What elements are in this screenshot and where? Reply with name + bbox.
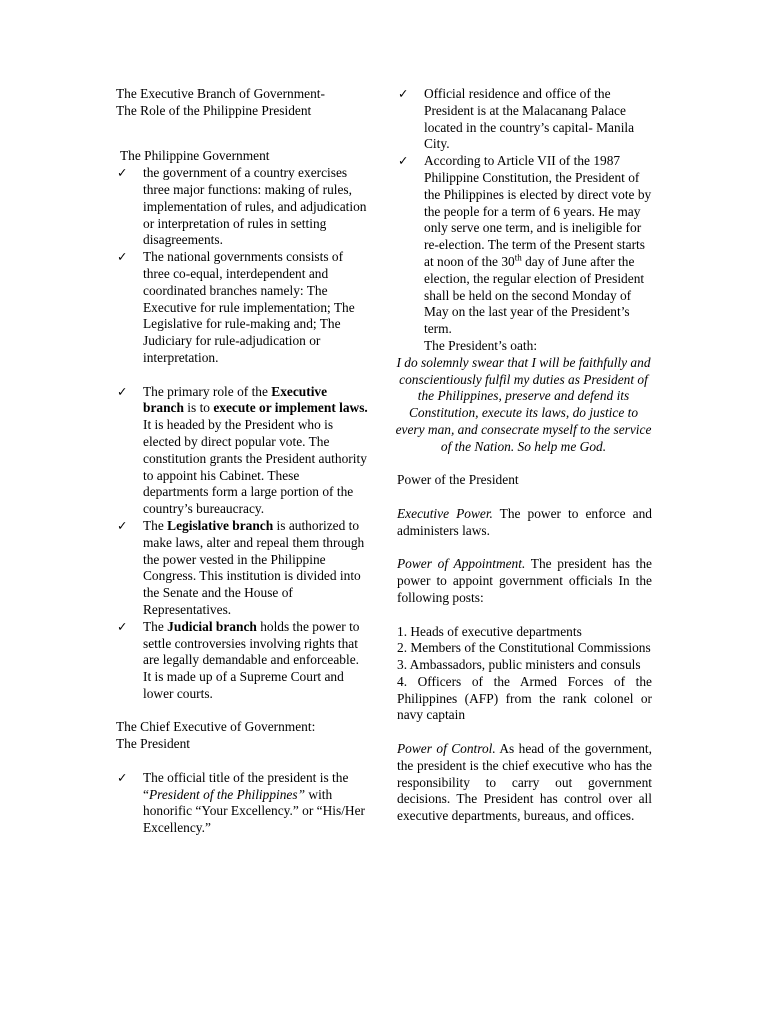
philippine-government-heading: The Philippine Government	[120, 148, 270, 164]
checkmark-icon: ✓	[117, 165, 128, 181]
checkmark-icon: ✓	[117, 517, 128, 533]
document-title-line-2: The Role of the Philippine President	[116, 102, 312, 118]
bullet-text: The Legislative branch is authorized to make laws, alter and repeal them through the power vested in the Philippine Congress. This institution is divided into the Senate and the House of Representatives.	[143, 517, 365, 617]
checkmark-icon: ✓	[117, 618, 128, 634]
left-column	[116, 86, 368, 837]
bullet-text: The national governments consists of three co-equal, interdependent and coordinated branches namely: The Executive for rule implementation; The Legislative for rule-making and; The Judiciary for rule-adjudication or interpretation.	[143, 249, 355, 365]
list-item-official-residence	[397, 86, 652, 153]
checkmark-icon: ✓	[117, 249, 128, 265]
presidential-oath: I do solemnly swear that I will be faithfully and conscientiously fulfil my duties as President of the Philippines, preserve and defend its Constitution, execute its laws, do justice to every man, and consecrate myself to the service of the Nation. So help me God.	[395, 354, 652, 454]
oath-label: The President’s oath:	[424, 337, 538, 353]
bullet-text: The primary role of the Executive branch is to execute or implement laws. It is headed by the President who is elected by direct popular vote. The constitution grants the President authority to appoint his Cabinet. These departments form a large portion of the country’s bureaucracy.	[143, 383, 368, 517]
list-item-legislative-branch	[116, 518, 368, 619]
list-item	[116, 165, 368, 249]
checkmark-icon: ✓	[117, 383, 128, 399]
checkmark-icon: ✓	[117, 769, 128, 785]
powers-heading: Power of the President	[397, 472, 519, 488]
appointment-list-item: 4. Officers of the Armed Forces of the Philippines (AFP) from the rank colonel or navy captain	[397, 673, 652, 723]
list-item-judicial-branch	[116, 619, 368, 703]
control-power-paragraph: Power of Control. As head of the government, the president is the chief executive who has the responsibility to carry out government decisions. The President has control over all executive departments, bureaus, and offices.	[397, 741, 652, 824]
right-column	[397, 86, 652, 825]
list-item-official-title	[116, 770, 368, 837]
bullet-text: the government of a country exercises three major functions: making of rules, implementation of rules, and adjudication or interpretation of rules in setting disagreements.	[143, 165, 367, 248]
executive-power-paragraph: Executive Power. The power to enforce and administers laws.	[397, 505, 652, 538]
appointment-list-item: 1. Heads of executive departments	[397, 623, 582, 639]
appointment-list-item: 2. Members of the Constitutional Commissions	[397, 640, 651, 656]
document-title-line-1: The Executive Branch of Government-	[116, 86, 325, 101]
bullet-text: The Judicial branch holds the power to settle controversies involving rights that are legally demandable and enforceable. It is made up of a Supreme Court and lower courts.	[143, 618, 360, 701]
chief-executive-heading-line-2: The President	[116, 736, 191, 752]
chief-executive-heading-line-1: The Chief Executive of Government:	[116, 719, 316, 735]
checkmark-icon: ✓	[398, 153, 409, 169]
appointment-power-paragraph: Power of Appointment. The president has the power to appoint government officials In the following posts:	[397, 556, 653, 605]
bullet-text: According to Article VII of the 1987 Philippine Constitution, the President of the Philippines is elected by direct vote by the people for a term of 6 years. He may only serve one term, and is ineligible for re-election. The term of the Present starts at noon of the 30th day of June after the election, the regular election of President shall be held on the second Monday of May on the last year of the President’s term.	[424, 153, 652, 337]
bullet-text: The official title of the president is the “President of the Philippines” with honorific “Your Excellency.” or “His/Her Excellency.”	[143, 769, 365, 836]
checkmark-icon: ✓	[398, 86, 409, 101]
bullet-text: Official residence and office of the President is at the Malacanang Palace located in the country’s capital- Manila City.	[424, 86, 635, 152]
list-item-executive-branch	[116, 384, 368, 518]
list-item-article-vii	[397, 153, 652, 355]
appointment-list-item: 3. Ambassadors, public ministers and consuls	[397, 657, 641, 673]
list-item	[116, 249, 368, 367]
